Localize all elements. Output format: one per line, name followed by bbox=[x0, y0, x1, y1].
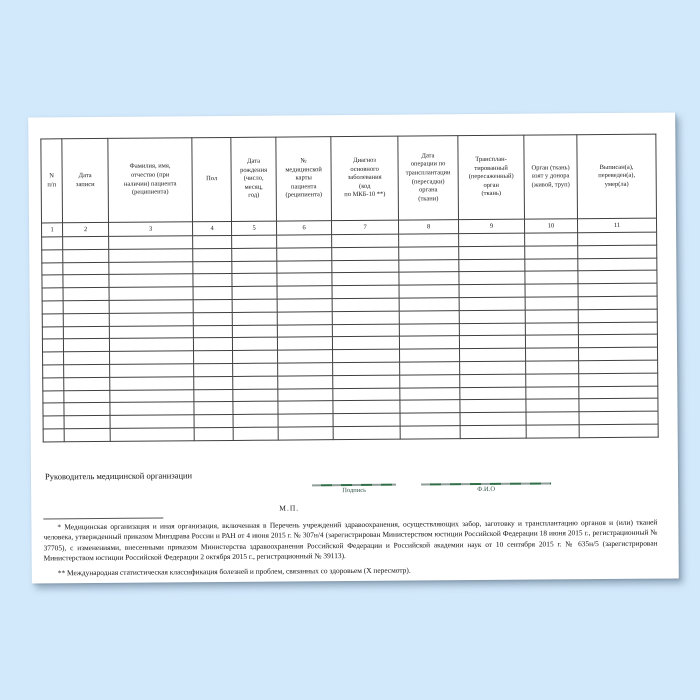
empty-cell bbox=[332, 324, 399, 337]
empty-cell bbox=[332, 285, 399, 298]
column-number-cell: 8 bbox=[398, 220, 458, 234]
empty-cell bbox=[43, 416, 64, 429]
empty-cell bbox=[578, 232, 657, 245]
header-cell-birth-date: Дата рождения (число, месяц, год) bbox=[231, 137, 277, 221]
empty-cell bbox=[277, 260, 332, 273]
empty-cell bbox=[43, 390, 64, 403]
empty-cell bbox=[109, 249, 193, 262]
fio-field bbox=[421, 482, 551, 493]
empty-cell bbox=[277, 311, 332, 324]
empty-cell bbox=[460, 374, 526, 387]
empty-cell bbox=[232, 325, 277, 338]
header-cell-patient-name: Фамилия, имя, отчество (при наличии) пациента (реципиента) bbox=[108, 138, 193, 223]
header-cell-transplanted-organ: Трансплан- тированный (пересаженный) орган (ткань) bbox=[458, 135, 525, 220]
empty-cell bbox=[232, 286, 277, 299]
empty-cell bbox=[232, 273, 277, 286]
empty-cell bbox=[525, 271, 578, 284]
empty-cell bbox=[578, 334, 657, 347]
empty-cell bbox=[459, 297, 525, 310]
empty-cell bbox=[232, 337, 277, 350]
empty-cell bbox=[63, 249, 109, 262]
empty-cell bbox=[277, 337, 332, 350]
empty-cell bbox=[525, 284, 578, 297]
empty-cell bbox=[332, 298, 399, 311]
empty-cell bbox=[42, 275, 63, 288]
header-cell-outcome: Выписан(а), переведен(а), умер(ла) bbox=[577, 134, 657, 219]
empty-cell bbox=[526, 348, 579, 361]
empty-cell bbox=[460, 361, 526, 374]
empty-cell bbox=[194, 351, 233, 364]
empty-cell bbox=[578, 271, 657, 284]
empty-cell bbox=[42, 262, 63, 275]
empty-cell bbox=[400, 400, 460, 413]
empty-cell bbox=[400, 349, 460, 362]
empty-cell bbox=[277, 286, 332, 299]
empty-cell bbox=[526, 412, 579, 425]
empty-cell bbox=[42, 237, 63, 250]
empty-cell bbox=[110, 389, 194, 402]
column-number-cell: 11 bbox=[577, 218, 656, 233]
empty-cell bbox=[42, 288, 63, 301]
empty-cell bbox=[399, 272, 459, 285]
empty-cell bbox=[459, 259, 525, 272]
column-number-cell: 3 bbox=[109, 222, 193, 237]
empty-cell bbox=[459, 233, 525, 246]
empty-cell bbox=[400, 374, 460, 387]
empty-cell bbox=[42, 339, 63, 352]
empty-cell bbox=[579, 424, 658, 437]
empty-cell bbox=[277, 324, 332, 337]
empty-cell bbox=[64, 377, 110, 390]
header-cell-diagnosis: Диагноз основного заболевания (код по МКБ-10 **) bbox=[331, 136, 399, 221]
empty-cell bbox=[193, 248, 232, 261]
empty-cell bbox=[233, 376, 278, 389]
empty-cell bbox=[459, 246, 525, 259]
empty-cell bbox=[109, 325, 193, 338]
empty-cell bbox=[109, 313, 193, 326]
empty-cell bbox=[460, 387, 526, 400]
empty-cell bbox=[526, 361, 579, 374]
signature-caption: Подпись bbox=[342, 486, 367, 495]
empty-cell bbox=[526, 399, 579, 412]
empty-cell bbox=[43, 378, 64, 391]
empty-cell bbox=[525, 297, 578, 310]
empty-cell bbox=[399, 259, 459, 272]
empty-cell bbox=[578, 309, 657, 322]
empty-cell bbox=[333, 375, 400, 388]
empty-cell bbox=[64, 403, 110, 416]
column-number-cell: 5 bbox=[232, 221, 277, 235]
empty-cell bbox=[578, 245, 657, 258]
empty-cell bbox=[63, 288, 109, 301]
empty-cell bbox=[460, 400, 526, 413]
empty-cell bbox=[278, 350, 333, 363]
empty-cell bbox=[63, 326, 109, 339]
empty-cell bbox=[333, 362, 400, 375]
empty-cell bbox=[460, 425, 526, 438]
empty-cell bbox=[233, 427, 278, 440]
empty-cell bbox=[109, 274, 193, 287]
empty-cell bbox=[63, 236, 109, 249]
empty-cell bbox=[578, 258, 657, 271]
empty-cell bbox=[399, 298, 459, 311]
empty-cell bbox=[579, 398, 658, 411]
empty-cell bbox=[579, 411, 658, 424]
header-row bbox=[41, 134, 657, 223]
empty-cell bbox=[233, 414, 278, 427]
empty-cell bbox=[525, 335, 578, 348]
empty-cell bbox=[194, 415, 233, 428]
empty-cell bbox=[278, 388, 333, 401]
empty-cell bbox=[193, 261, 232, 274]
empty-cell bbox=[399, 246, 459, 259]
empty-cell bbox=[43, 365, 64, 378]
empty-cell bbox=[193, 338, 232, 351]
empty-cell bbox=[232, 299, 277, 312]
empty-cell bbox=[526, 373, 579, 386]
empty-cell bbox=[64, 364, 110, 377]
empty-cell bbox=[332, 337, 399, 350]
empty-cell bbox=[277, 299, 332, 312]
column-number-cell: 10 bbox=[524, 219, 577, 233]
empty-cell bbox=[277, 273, 332, 286]
empty-cell bbox=[278, 363, 333, 376]
empty-cell bbox=[63, 339, 109, 352]
empty-cell bbox=[332, 273, 399, 286]
empty-cell bbox=[578, 296, 657, 309]
table-header bbox=[41, 134, 657, 237]
empty-cell bbox=[63, 300, 109, 313]
empty-cell bbox=[63, 262, 109, 275]
empty-cell bbox=[194, 389, 233, 402]
empty-cell bbox=[193, 312, 232, 325]
header-cell-med-card-number: № медицинской карты пациента (реципиента) bbox=[276, 137, 332, 221]
empty-cell bbox=[232, 248, 277, 261]
empty-cell bbox=[399, 285, 459, 298]
column-number-cell: 9 bbox=[458, 219, 524, 234]
empty-cell bbox=[333, 400, 400, 413]
empty-cell bbox=[42, 250, 63, 263]
empty-cell bbox=[194, 402, 233, 415]
transplant-registry-table bbox=[40, 134, 658, 443]
empty-cell bbox=[400, 362, 460, 375]
empty-cell bbox=[194, 376, 233, 389]
empty-cell bbox=[64, 428, 110, 441]
stamp-placeholder: М.П. bbox=[279, 503, 300, 513]
empty-cell bbox=[332, 247, 399, 260]
empty-cell bbox=[277, 235, 332, 248]
header-cell-record-date: Дата записи bbox=[62, 138, 109, 222]
empty-cell bbox=[333, 413, 400, 426]
header-cell-operation-date: Дата операции по трансплантации (пересадки) органа (ткани) bbox=[398, 136, 459, 220]
empty-cell bbox=[193, 287, 232, 300]
empty-cell bbox=[578, 283, 657, 296]
empty-cell bbox=[459, 310, 525, 323]
empty-cell bbox=[460, 412, 526, 425]
empty-cell bbox=[64, 352, 110, 365]
empty-cell bbox=[232, 235, 277, 248]
empty-cell bbox=[579, 386, 658, 399]
empty-cell bbox=[278, 414, 333, 427]
empty-cell bbox=[399, 336, 459, 349]
empty-cell bbox=[525, 310, 578, 323]
empty-cell bbox=[110, 351, 194, 364]
empty-cell bbox=[578, 322, 657, 335]
document-page bbox=[28, 112, 679, 583]
empty-cell bbox=[194, 363, 233, 376]
fio-caption: Ф.И.О bbox=[477, 485, 496, 494]
empty-cell bbox=[193, 325, 232, 338]
empty-cell bbox=[526, 425, 579, 438]
empty-cell bbox=[109, 300, 193, 313]
empty-cell bbox=[233, 401, 278, 414]
empty-cell bbox=[278, 401, 333, 414]
footnote-separator bbox=[43, 517, 163, 519]
empty-cell bbox=[459, 272, 525, 285]
empty-cell bbox=[64, 390, 110, 403]
empty-cell bbox=[399, 234, 459, 247]
empty-cell bbox=[233, 363, 278, 376]
empty-cell bbox=[526, 386, 579, 399]
empty-cell bbox=[64, 416, 110, 429]
table-body bbox=[42, 232, 659, 442]
empty-cell bbox=[278, 375, 333, 388]
empty-cell bbox=[579, 347, 658, 360]
empty-cell bbox=[460, 348, 526, 361]
header-cell-npp: N п/п bbox=[41, 139, 63, 223]
empty-cell bbox=[332, 311, 399, 324]
column-number-cell: 7 bbox=[331, 220, 398, 235]
empty-cell bbox=[193, 299, 232, 312]
empty-cell bbox=[459, 336, 525, 349]
empty-cell bbox=[400, 413, 460, 426]
empty-cell bbox=[110, 364, 194, 377]
empty-cell bbox=[43, 403, 64, 416]
empty-cell bbox=[333, 349, 400, 362]
column-number-cell: 1 bbox=[42, 223, 63, 237]
empty-cell bbox=[333, 388, 400, 401]
empty-cell bbox=[63, 313, 109, 326]
empty-cell bbox=[459, 323, 525, 336]
empty-cell bbox=[525, 258, 578, 271]
empty-cell bbox=[194, 427, 233, 440]
empty-cell bbox=[110, 428, 194, 441]
empty-cell bbox=[399, 310, 459, 323]
footnotes-block bbox=[43, 518, 657, 579]
head-of-organization-label: Руководитель медицинской организации bbox=[44, 470, 193, 482]
signature-field bbox=[312, 484, 396, 495]
empty-cell bbox=[332, 234, 399, 247]
empty-cell bbox=[110, 377, 194, 390]
empty-cell bbox=[525, 233, 578, 246]
empty-cell bbox=[42, 301, 63, 314]
empty-cell bbox=[525, 246, 578, 259]
empty-cell bbox=[232, 312, 277, 325]
empty-cell bbox=[109, 338, 193, 351]
empty-cell bbox=[579, 360, 658, 373]
column-number-cell: 2 bbox=[63, 222, 109, 236]
empty-cell bbox=[233, 389, 278, 402]
header-cell-donor-type: Орган (ткань) взят у донора (живой, труп) bbox=[524, 135, 578, 219]
empty-cell bbox=[110, 402, 194, 415]
column-number-cell: 6 bbox=[277, 221, 332, 235]
empty-cell bbox=[42, 314, 63, 327]
empty-cell bbox=[193, 274, 232, 287]
empty-cell bbox=[43, 352, 64, 365]
footnote-second: ** Международная статистическая классификация болезней и проблем, связанных со здоровьем (X пересмотр). bbox=[57, 565, 411, 578]
empty-cell bbox=[193, 235, 232, 248]
empty-cell bbox=[109, 236, 193, 249]
empty-cell bbox=[525, 322, 578, 335]
header-cell-sex: Пол bbox=[192, 137, 232, 221]
empty-cell bbox=[232, 261, 277, 274]
empty-cell bbox=[400, 426, 460, 439]
empty-cell bbox=[42, 326, 63, 339]
footnote-first: * Медицинская организация и иная организация, включенная в Перечень учреждений здравоохранения, осуществляющих забор, заготовку и трансплантацию органов и (или) тканей человека, утвержденный приказом Минздрава России и РАН от 4 июня 2015 г. № 307н/4 (зарегистрирован Министерством юстиции Российской Федерации 18 июня 2015 г., регистрационный № 37705), с изменениями, внесенными приказом Министерства здравоохранения Российской Федерации и Российской академии наук от 10 сентября 2015 г. № 635н/5 (зарегистрирован Министерством юстиции Российской Федерации 2 октября 2015 г., регистрационный № 39113). bbox=[43, 517, 658, 563]
empty-cell bbox=[459, 284, 525, 297]
empty-cell bbox=[278, 427, 333, 440]
column-number-cell: 4 bbox=[193, 221, 232, 235]
empty-cell bbox=[400, 387, 460, 400]
empty-cell bbox=[43, 429, 64, 442]
empty-cell bbox=[109, 287, 193, 300]
empty-cell bbox=[277, 247, 332, 260]
empty-cell bbox=[109, 261, 193, 274]
empty-cell bbox=[333, 426, 400, 439]
empty-cell bbox=[63, 275, 109, 288]
empty-cell bbox=[579, 373, 658, 386]
empty-cell bbox=[332, 260, 399, 273]
empty-cell bbox=[233, 350, 278, 363]
empty-cell bbox=[110, 415, 194, 428]
empty-cell bbox=[399, 323, 459, 336]
